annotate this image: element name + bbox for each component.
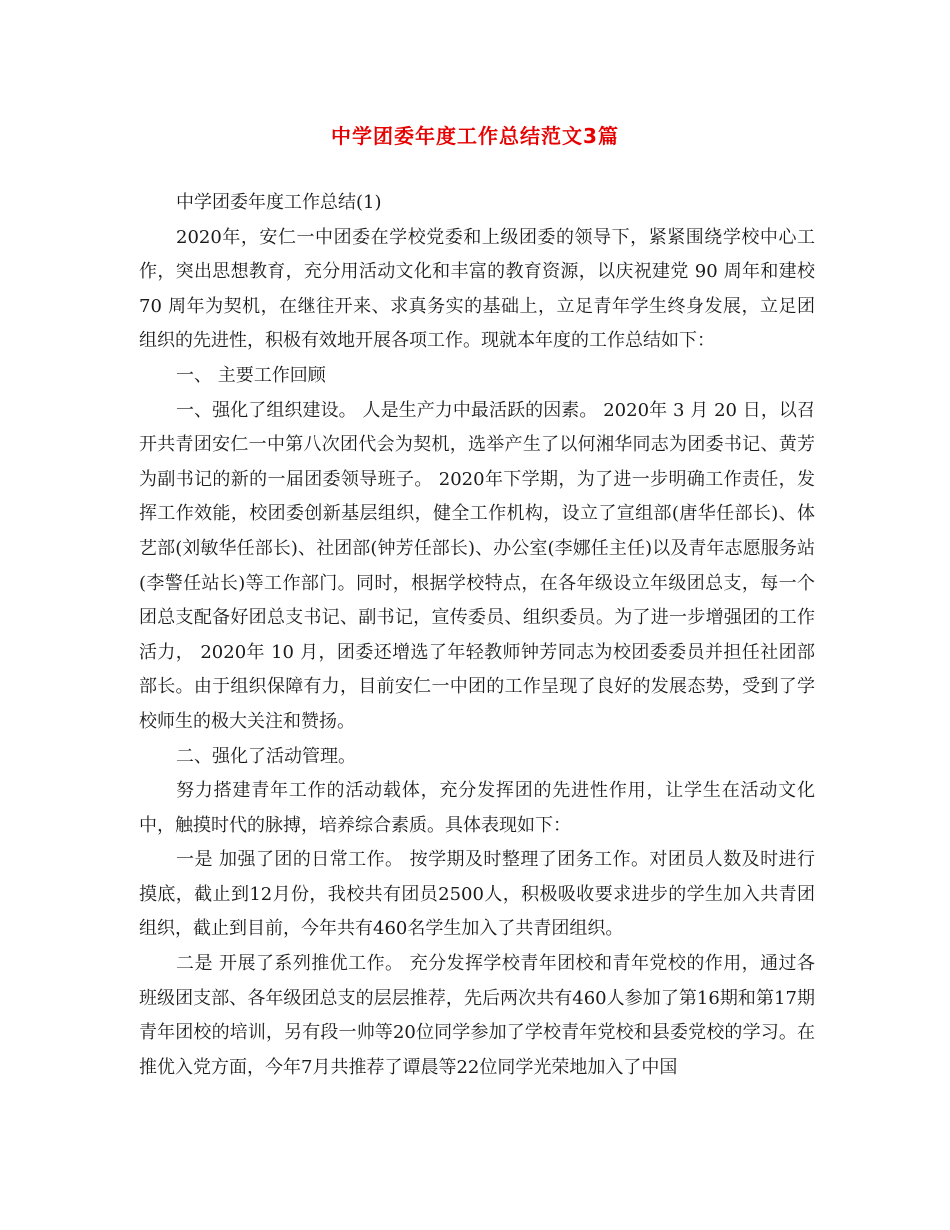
paragraph-intro: 2020年，安仁一中团委在学校党委和上级团委的领导下，紧紧围绕学校中心工作，突出思想教育，充分用活动文化和丰富的教育资源，以庆祝建党 90 周年和建校 70 周年为契机，在继往开来、求真务实的基础上，立足青年学生终身发展，立足团组织的先进性，积极有效地开展各项工作。现就本年度的工作总结如下： xyxy=(139,226,815,352)
paragraph-daily-work: 一是 加强了团的日常工作。 按学期及时整理了团务工作。对团员人数及时进行摸底，截止到12月份，我校共有团员2500人，积极吸收要求进步的学生加入共青团组织，截止到目前，今年共有460名学生加入了共青团组织。 xyxy=(139,849,815,940)
paragraph-recommendation: 二是 开展了系列推优工作。 充分发挥学校青年团校和青年党校的作用，通过各班级团支部、各年级团总支的层层推荐，先后两次共有460人参加了第16期和第17期青年团校的培训，另有段一帅等20位同学参加了学校青年党校和县委党校的学习。在推优入党方面，今年7月共推荐了谭晨等22位同学光荣地加入了中国 xyxy=(139,953,815,1078)
paragraph-main-review-heading: 一、 主要工作回顾 xyxy=(176,364,326,386)
paragraph-activity-heading: 二、强化了活动管理。 xyxy=(176,745,356,767)
paragraph-activity-intro: 努力搭建青年工作的活动载体，充分发挥团的先进性作用，让学生在活动文化中，触摸时代的脉搏，培养综合素质。具体表现如下： xyxy=(139,780,815,836)
paragraph-organization: 一、强化了组织建设。 人是生产力中最活跃的因素。 2020年 3 月 20 日，以召开共青团安仁一中第八次团代会为契机，选举产生了以何湘华同志为团委书记、黄芳为副书记的新的一届团委领导班子。 2020年下学期，为了进一步明确工作责任，发挥工作效能，校团委创新基层组织，健全工作机构，设立了宣组部(唐华任部长)、体艺部(刘敏华任部长)、社团部(钟芳任部长)、办公室(李娜任主任)以及青年志愿服务站(李警任站长)等工作部门。同时，根据学校特点，在各年级设立年级团总支，每一个团总支配备好团总支书记、副书记，宣传委员、组织委员。为了进一步增强团的工作活力， 2020年 10 月，团委还增选了年轻教师钟芳同志为校团委委员并担任社团部部长。由于组织保障有力，目前安仁一中团的工作呈现了良好的发展态势，受到了学校师生的极大关注和赞扬。 xyxy=(139,399,815,732)
document-title: 中学团委年度工作总结范文3篇 xyxy=(331,124,619,148)
paragraph-section-heading: 中学团委年度工作总结(1) xyxy=(176,192,382,213)
document-body xyxy=(139,186,815,1085)
